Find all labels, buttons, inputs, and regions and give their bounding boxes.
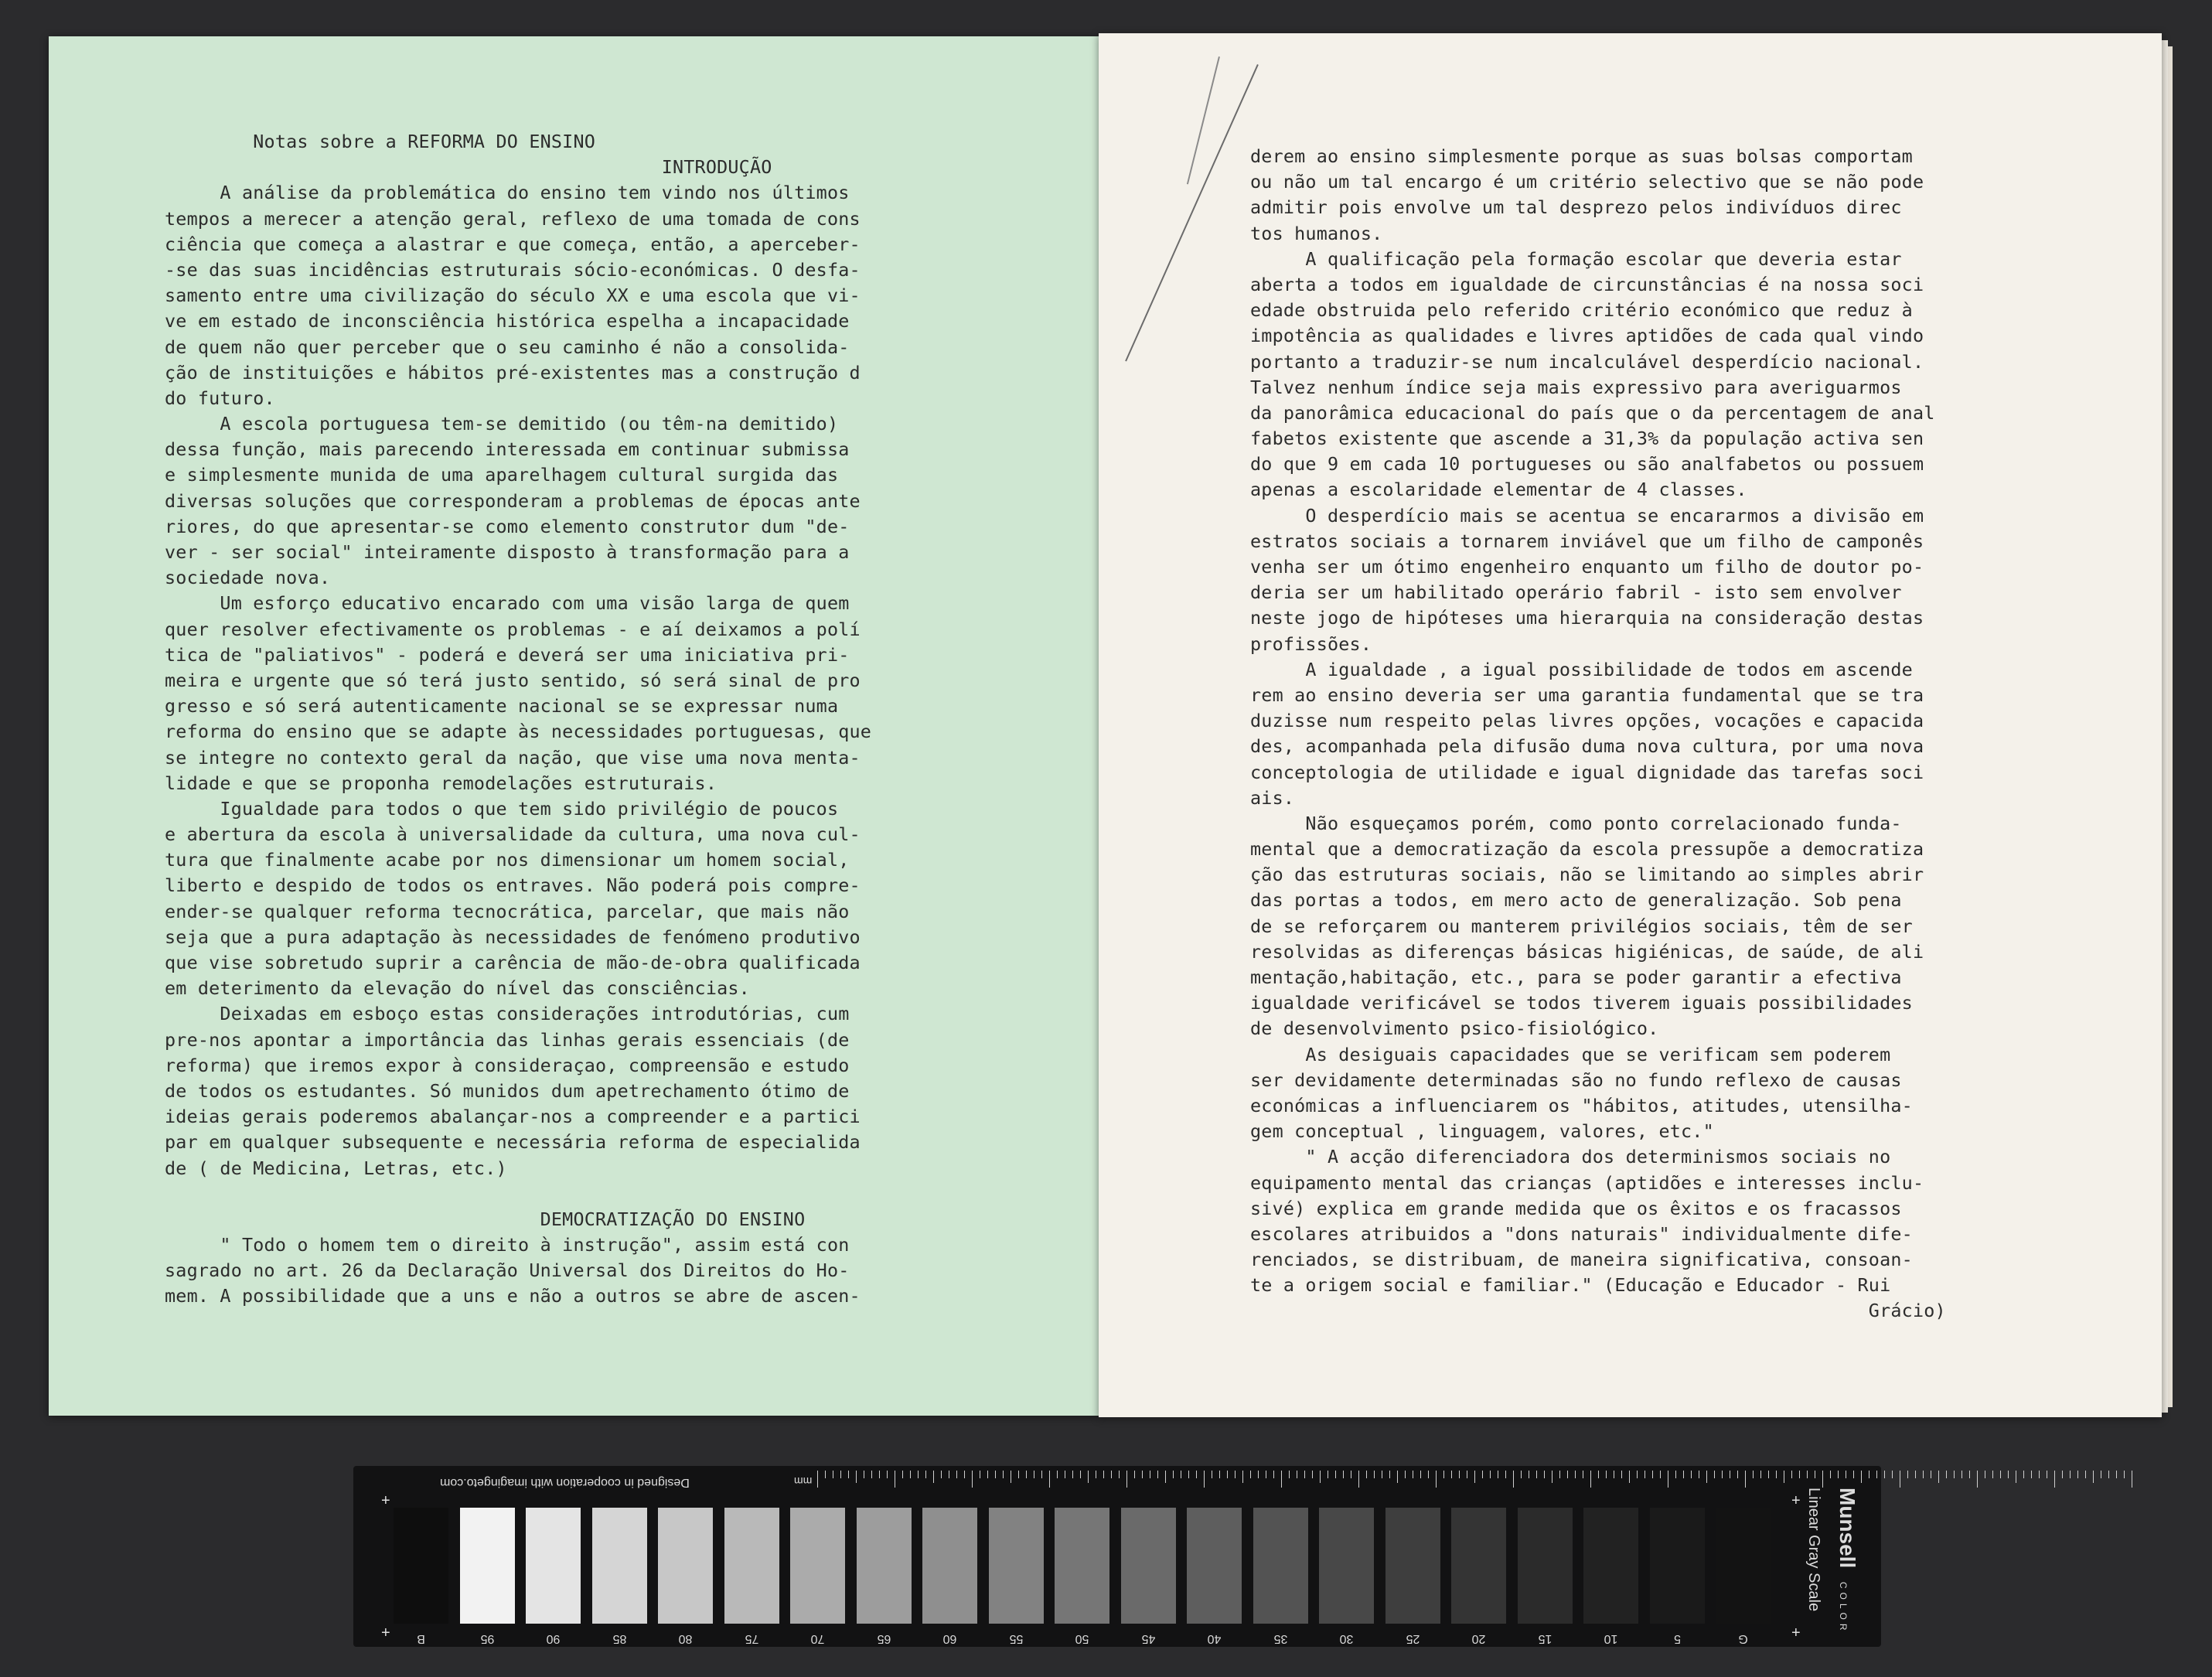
ruler-tick [1119,1471,1120,1478]
text-line: estratos sociais a tornarem inviável que um filho de camponês [1250,530,1924,552]
text-line: rem ao ensino deveria ser uma garantia fundamental que se tra [1250,683,1924,706]
ruler-tick [1088,1471,1089,1483]
text-line: " Todo o homem tem o direito à instrução", assim está con [165,1234,850,1256]
gray-patch [790,1508,845,1624]
text-line: ve em estado de inconsciência histórica espelha a incapacidade [165,310,850,332]
text-line: riores, do que apresentar-se como elemento construtor dum "de- [165,515,850,537]
ruler-tick [1505,1471,1506,1478]
text-line: Talvez nenhum índice seja mais expressivo para averiguarmos [1250,376,1902,398]
gray-patch [1385,1508,1440,1624]
text-line: tos humanos. [1250,222,1383,244]
ruler-tick [2062,1471,2063,1478]
text-line: sivé) explica em grande medida que os êxitos e os fracassos [1250,1197,1902,1219]
ruler-tick [1683,1471,1684,1478]
ruler-tick [1567,1471,1568,1478]
ruler-tick [1335,1471,1336,1478]
text-line: e abertura da escola à universalidade da cultura, uma nova cul- [165,823,861,846]
ruler-tick [871,1471,872,1478]
ruler-tick [1165,1471,1166,1483]
text-line: " A acção diferenciadora dos determinismos sociais no [1250,1146,1891,1168]
gray-patch-label: 90 [546,1632,561,1645]
text-line: admitir pois envolve um tal desprezo pelos indivíduos direc [1250,196,1902,219]
registration-mark: + [1791,1624,1801,1641]
page-edge [2162,40,2168,1413]
gray-patch-label: 95 [480,1632,494,1645]
ruler-tick [1861,1471,1862,1483]
text-line: que vise sobretudo suprir a carência de mão-de-obra qualificada [165,952,861,973]
text-line: mentação,habitação, etc., para se poder garantir a efectiva [1250,966,1902,988]
ruler-tick [1706,1471,1707,1483]
gray-patch [460,1508,515,1624]
ruler-tick [1482,1471,1483,1478]
text-line: te a origem social e familiar." (Educação e Educador - Rui [1250,1274,1891,1297]
gray-patch-label: 40 [1207,1632,1222,1645]
text-line: lidade e que se proponha remodelações estruturais. [165,772,717,794]
ruler-tick [1652,1471,1653,1478]
text-line: meira e urgente que só terá justo sentido, só será sinal de pro [165,669,861,691]
ruler-tick [925,1471,926,1478]
ruler-tick [1884,1471,1885,1478]
text-line: de ( de Medicina, Letras, etc.) [165,1157,507,1179]
ruler-tick [1536,1471,1537,1478]
ruler-tick [1660,1471,1661,1478]
ruler-tick [2023,1471,2024,1478]
ruler-tick [1312,1471,1313,1478]
text-line: em deterimento da elevação do nível das consciências. [165,977,750,1000]
gray-patch [1518,1508,1573,1624]
ruler-tick [2054,1471,2055,1488]
munsell-brand-sub: COLOR [1838,1581,1849,1634]
ruler-tick [1304,1471,1305,1478]
ruler-tick [1026,1471,1027,1478]
ruler-tick [1961,1471,1962,1478]
text-line: DEMOCRATIZAÇÃO DO ENSINO [165,1208,806,1230]
ruler-tick [1204,1471,1205,1488]
ruler-tick [964,1471,965,1478]
text-line: escolares atribuidos a "dons naturais" individualmente dife- [1250,1222,1913,1245]
ruler-tick [1157,1471,1158,1478]
text-line: ciência que começa a alastrar e que começa, então, a aperceber- [165,233,861,255]
text-line: sagrado no art. 26 da Declaração Universal dos Direitos do Ho- [165,1259,850,1282]
right-page [1099,33,2162,1417]
gray-patch-label: 45 [1141,1632,1155,1645]
ruler-tick [1923,1471,1924,1478]
ruler-tick [1768,1471,1769,1478]
text-line: impotência as qualidades e livres aptidões de cada qual vindo [1250,325,1924,347]
text-line: derem ao ensino simplesmente porque as suas bolsas comportam [1250,145,1913,167]
gray-patch-label: 25 [1406,1632,1420,1645]
text-line: mental que a democratização da escola pressupõe a democratiza [1250,838,1924,861]
ruler-tick [2093,1471,2094,1483]
gray-patch [1121,1508,1176,1624]
gray-patch [1253,1508,1308,1624]
text-line: A análise da problemática do ensino tem vindo nos últimos [165,182,850,204]
ruler-tick [1057,1471,1058,1478]
text-line: gem conceptual , linguagem, valores, etc." [1250,1120,1714,1143]
gray-patch-label: 10 [1604,1632,1618,1645]
left-page [49,36,1099,1416]
ruler-tick [1544,1471,1545,1478]
ruler-tick [1876,1471,1877,1478]
ruler-tick [1142,1471,1143,1478]
ruler-tick [910,1471,911,1478]
ruler-tick [1173,1471,1174,1478]
text-line: diversas soluções que corresponderam a problemas de épocas ante [165,489,861,512]
ruler-tick [1946,1471,1947,1478]
ruler-tick [1637,1471,1638,1478]
gray-patch [857,1508,912,1624]
ruler-tick [1621,1471,1622,1478]
text-line: portanto a traduzir-se num incalculável desperdício nacional. [1250,350,1924,373]
ruler-tick [879,1471,880,1478]
ruler-tick [1853,1471,1854,1478]
ruler-tick [1791,1471,1792,1478]
gray-patch [1451,1508,1506,1624]
text-line: -se das suas incidências estruturais sócio-económicas. O desfa- [165,258,861,281]
text-line: INTRODUÇÃO [165,156,772,179]
text-line: Não esqueçamos porém, como ponto correlacionado funda- [1250,812,1902,834]
gray-patch [394,1508,448,1624]
text-line: seja que a pura adaptação às necessidades de fenómeno produtivo [165,925,861,948]
text-line: A qualificação pela formação escolar que deveria estar [1250,247,1902,270]
text-line: venha ser um ótimo engenheiro enquanto um filho de doutor po- [1250,556,1924,578]
ruler-tick [1103,1471,1104,1478]
text-line: Grácio) [1250,1300,1946,1322]
ruler-tick [995,1471,996,1478]
gray-patch-label: 85 [612,1632,626,1645]
ruler-tick [1374,1471,1375,1478]
text-line: dessa função, mais parecendo interessada em continuar submissa [165,438,850,461]
text-line: A igualdade , a igual possibilidade de todos em ascende [1250,658,1913,680]
registration-mark: + [381,1492,390,1509]
gray-patch [658,1508,713,1624]
ruler-tick [1111,1471,1112,1478]
ruler-tick [1675,1471,1676,1478]
text-line: Um esforço educativo encarado com uma visão larga de quem [165,592,850,615]
ruler-tick [2070,1471,2071,1478]
ruler-tick [1830,1471,1831,1478]
ruler-unit: mm [794,1475,813,1488]
ruler-tick [848,1471,849,1478]
gray-patch-label: 75 [745,1632,758,1645]
text-line: tica de "paliativos" - poderá e deverá ser uma iniciativa pri- [165,643,850,666]
text-line: ver - ser social" inteiramente disposto à transformação para a [165,541,850,563]
ruler-tick [1397,1471,1398,1483]
gray-patch [724,1508,779,1624]
ruler-tick [1242,1471,1243,1483]
text-line: Deixadas em esboço estas considerações introdutórias, cum [165,1003,850,1025]
gray-patch-label: 80 [678,1632,693,1645]
gray-patch [592,1508,647,1624]
gray-patch-label: 50 [1075,1632,1089,1645]
text-line: deria ser um habilitado operário fabril - isto sem envolver [1250,581,1902,604]
gray-patch [1319,1508,1374,1624]
text-line: equipamento mental das crianças (aptidões e interesses inclu- [1250,1171,1924,1194]
text-line: do futuro. [165,387,275,409]
ruler-tick [1992,1471,1993,1478]
text-line: aberta a todos em igualdade de circunstâncias é na nossa soci [1250,273,1924,295]
text-line: e simplesmente munida de uma aparelhagem cultural surgida das [165,464,839,486]
right-page-text [1250,144,1946,1324]
text-line: das portas a todos, em mero acto de generalização. Sob pena [1250,889,1902,912]
text-line: samento entre uma civilização do século XX e uma escola que vi- [165,285,861,307]
text-line: As desiguais capacidades que se verificam sem poderem [1250,1043,1891,1065]
text-line: renciados, se distribuam, de maneira significativa, consoan- [1250,1249,1913,1271]
ruler-tick [1134,1471,1135,1478]
ruler-tick [941,1471,942,1478]
ruler-tick [1915,1471,1916,1478]
ruler-tick [1822,1471,1823,1488]
text-line: reforma do ensino que se adapte às necessidades portuguesas, que [165,721,872,743]
ruler-tick [2116,1471,2117,1478]
text-line: ideias gerais poderemos abalançar-nos a compreender e a partici [165,1106,861,1128]
ruler-tick [1366,1471,1367,1478]
gray-patch-label: B [417,1632,425,1645]
ruler-tick [2039,1471,2040,1478]
ruler-tick [2031,1471,2032,1478]
ruler-tick [1714,1471,1715,1478]
ruler-tick [1343,1471,1344,1478]
gray-patch [1716,1508,1771,1624]
gray-patch-label: 60 [942,1632,957,1645]
ruler-tick [1389,1471,1390,1478]
ruler-tick [1443,1471,1444,1478]
registration-mark: + [1791,1492,1801,1509]
gray-patch [1055,1508,1109,1624]
ruler-tick [1281,1471,1282,1488]
gray-patch-label: 30 [1339,1632,1354,1645]
text-line: fabetos existente que ascende a 31,3% da população activa sen [1250,428,1924,450]
ruler-tick [1049,1471,1050,1488]
ruler-tick [1273,1471,1274,1478]
ruler-tick [1838,1471,1839,1478]
ruler-tick [1892,1471,1893,1478]
ruler-tick [1737,1471,1738,1478]
text-line: de se reforçarem ou manterem privilégios sociais, têm de ser [1250,915,1913,937]
pencil-mark [1187,56,1220,184]
text-line: neste jogo de hipóteses uma hierarquia na consideração destas [1250,607,1924,629]
ruler-tick [1126,1471,1127,1488]
ruler-tick [902,1471,903,1478]
text-line: ser devidamente determinadas são no fundo reflexo de causas [1250,1069,1902,1091]
ruler-tick [1196,1471,1197,1478]
ruler-tick [1753,1471,1754,1478]
ruler-tick [1799,1471,1800,1478]
ruler-tick [1227,1471,1228,1478]
ruler-tick [1807,1471,1808,1478]
ruler-tick [856,1471,857,1483]
ruler-tick [1428,1471,1429,1478]
text-line: duzisse num respeito pelas livres opções, vocações e capacida [1250,710,1924,732]
gray-patch-label: G [1738,1632,1748,1645]
text-line: pre-nos apontar a importância das linhas gerais essenciais (de [165,1028,850,1051]
ruler-tick [1629,1471,1630,1483]
ruler-tick [2000,1471,2001,1478]
gray-patch-label: 70 [810,1632,825,1645]
ruler-tick [1459,1471,1460,1478]
gray-patch [989,1508,1044,1624]
gray-patch [1187,1508,1242,1624]
text-line: ção de instituições e hábitos pré-existentes mas a construção d [165,361,861,383]
ruler-tick [2124,1471,2125,1478]
text-line: tempos a merecer a atenção geral, reflexo de uma tomada de cons [165,207,861,230]
ruler-tick [2008,1471,2009,1478]
gray-patch [1650,1508,1705,1624]
text-line: Notas sobre a REFORMA DO ENSINO [165,131,596,152]
ruler-tick [1513,1471,1514,1488]
ruler [817,1471,2132,1494]
registration-mark: + [381,1624,390,1641]
left-page-text [165,129,871,1310]
ruler-tick [817,1471,818,1488]
text-line: O desperdício mais se acentua se encararmos a divisão em [1250,504,1924,527]
ruler-tick [1490,1471,1491,1478]
ruler-tick [1606,1471,1607,1478]
ruler-tick [1219,1471,1220,1478]
text-line: liberto e despido de todos os entraves. Não poderá pois compre- [165,874,861,897]
munsell-brand: Munsell [1835,1488,1859,1569]
text-line: do que 9 em cada 10 portugueses ou são analfabetos ou possuem [1250,453,1924,475]
text-line: ção das estruturas sociais, não se limitando ao simples abrir [1250,864,1924,886]
ruler-tick [1745,1471,1746,1488]
gray-patch-label: 55 [1009,1632,1023,1645]
text-line: quer resolver efectivamente os problemas - e aí deixamos a polí [165,618,861,640]
ruler-tick [1003,1471,1004,1478]
gray-scale-credit: Designed in cooperation with imagingeto.com [440,1476,690,1489]
text-line: ais. [1250,786,1295,809]
text-line: mem. A possibilidade que a uns e não a outros se abre de ascen- [165,1285,861,1307]
text-line: reforma) que iremos expor à consideraçao, compreensão e estudo [165,1054,850,1076]
text-line: A escola portuguesa tem-se demitido (ou têm-na demitido) [165,413,839,435]
ruler-tick [1954,1471,1955,1478]
ruler-tick [1977,1471,1978,1488]
text-line: des, acompanhada pela difusão duma nova cultura, por uma nova [1250,735,1924,758]
text-line: gresso e só será autenticamente nacional se se expressar numa [165,695,839,717]
text-line: ou não um tal encargo é um critério selectivo que se não pode [1250,171,1924,193]
ruler-tick [1722,1471,1723,1478]
ruler-tick [1590,1471,1591,1488]
text-line: económicas a influenciarem os "hábitos, atitudes, utensilha- [1250,1094,1913,1116]
text-line: par em qualquer subsequente e necessária reforma de especialida [165,1131,861,1154]
text-line: conceptologia de utilidade e igual dignidade das tarefas soci [1250,761,1924,783]
text-line: ender-se qualquer reforma tecnocrática, parcelar, que mais não [165,900,850,922]
gray-patch-label: 5 [1673,1632,1681,1645]
gray-patch [922,1508,977,1624]
text-line [165,1181,871,1207]
gray-patch-label: 20 [1471,1632,1486,1645]
ruler-tick [1451,1471,1452,1478]
ruler-tick [1760,1471,1761,1478]
text-line: edade obstruida pelo referido critério económico que reduz à [1250,299,1913,322]
text-line: de desenvolvimento psico-fisiológico. [1250,1017,1659,1040]
ruler-tick [840,1471,841,1478]
page-edge [2168,46,2173,1407]
ruler-tick [1969,1471,1970,1478]
ruler-tick [1559,1471,1560,1478]
ruler-tick [1320,1471,1321,1483]
ruler-tick [2108,1471,2109,1478]
text-line: da panorâmica educacional do país que o da percentagem de anal [1250,401,1935,424]
text-line: de todos os estudantes. Só munidos dum apetrechamento ótimo de [165,1079,850,1102]
ruler-tick [1907,1471,1908,1478]
ruler-tick [1235,1471,1236,1478]
ruler-tick [1575,1471,1576,1478]
ruler-tick [1691,1471,1692,1478]
text-line: sociedade nova. [165,567,331,589]
text-line: profissões. [1250,632,1372,655]
ruler-tick [1188,1471,1189,1478]
gray-patch-label: 15 [1538,1632,1552,1645]
ruler-tick [1938,1471,1939,1483]
text-line: Igualdade para todos o que tem sido privilégio de poucos [165,797,839,820]
text-line: tura que finalmente acabe por nos dimensionar um homem social, [165,849,850,871]
ruler-tick [2077,1471,2078,1478]
ruler-tick [933,1471,934,1483]
ruler-tick [887,1471,888,1478]
pencil-mark [1125,64,1259,362]
ruler-tick [987,1471,988,1478]
gray-scale-card [353,1466,1881,1647]
text-line: igualdade verificável se todos tiverem iguais possibilidades [1250,992,1913,1014]
ruler-tick [1598,1471,1599,1478]
gray-patch [1583,1508,1638,1624]
ruler-tick [1072,1471,1073,1478]
ruler-tick [1521,1471,1522,1478]
text-line: resolvidas as diferenças básicas higiénicas, de saúde, de ali [1250,940,1924,963]
ruler-tick [1041,1471,1042,1478]
ruler-tick [1405,1471,1406,1478]
ruler-tick [1289,1471,1290,1478]
text-line: de quem não quer perceber que o seu caminho é não a consolida- [165,336,850,358]
ruler-tick [1474,1471,1475,1483]
ruler-tick [1436,1471,1437,1488]
gray-patch [526,1508,581,1624]
ruler-tick [1420,1471,1421,1478]
ruler-tick [1776,1471,1777,1478]
scale-title: Linear Gray Scale [1805,1488,1822,1612]
ruler-tick [972,1471,973,1488]
ruler-tick [918,1471,919,1478]
ruler-tick [2085,1471,2086,1478]
ruler-tick [1018,1471,1019,1478]
ruler-tick [956,1471,957,1478]
ruler-tick [1358,1471,1359,1488]
ruler-tick [825,1471,826,1478]
gray-patch-label: 35 [1273,1632,1287,1645]
ruler-tick [1080,1471,1081,1478]
text-line: apenas a escolaridade elementar de 4 classes. [1250,479,1747,501]
ruler-tick [1250,1471,1251,1478]
text-line: se integre no contexto geral da nação, que vise uma nova menta- [165,746,861,769]
gray-patch-label: 65 [877,1632,891,1645]
ruler-tick [1258,1471,1259,1478]
